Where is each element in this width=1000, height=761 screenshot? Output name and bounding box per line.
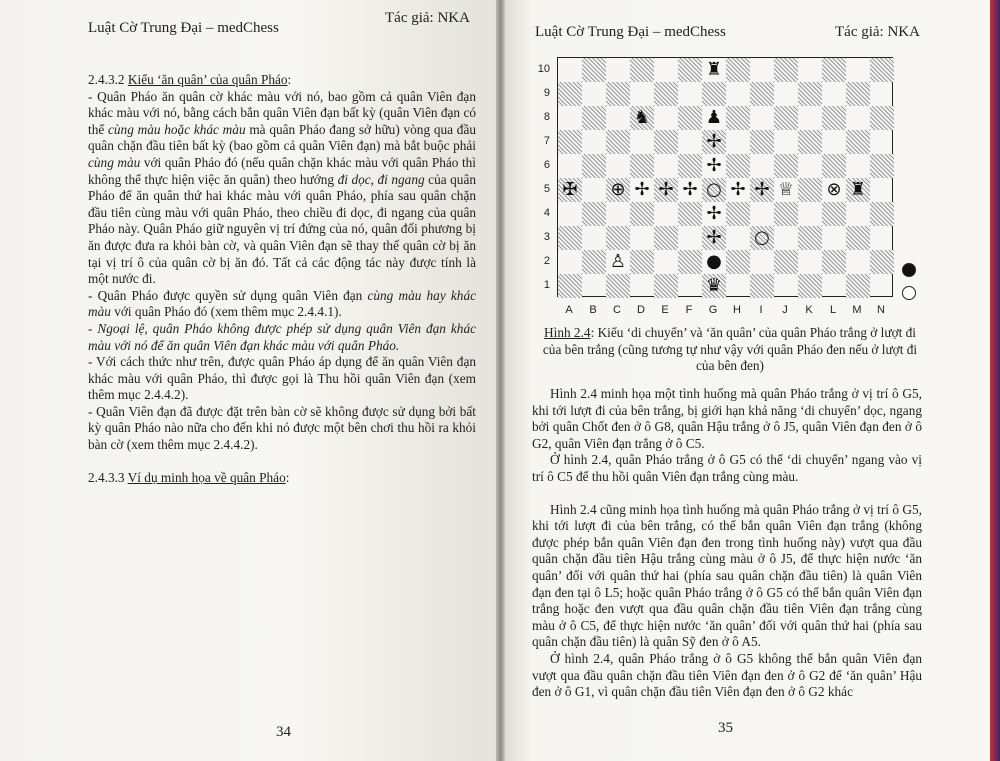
file-label-k: K bbox=[805, 304, 813, 316]
square-m2 bbox=[846, 250, 870, 274]
left-body bbox=[88, 72, 476, 486]
left-header-title: Luật Cờ Trung Đại – medChess bbox=[88, 20, 279, 36]
square-c1 bbox=[606, 274, 630, 298]
square-a2 bbox=[558, 250, 582, 274]
white-queen-j5: ♕ bbox=[777, 179, 795, 200]
square-b2 bbox=[582, 250, 606, 274]
file-label-l: L bbox=[829, 304, 837, 316]
square-e8 bbox=[654, 106, 678, 130]
square-e10 bbox=[654, 58, 678, 82]
move-marker-g3: ✢ bbox=[706, 227, 722, 248]
square-k2 bbox=[798, 250, 822, 274]
square-f10 bbox=[678, 58, 702, 82]
left-header-author: Tác giả: NKA bbox=[385, 10, 470, 26]
subsection-number: 2.4.3.3 bbox=[88, 469, 125, 485]
black-advisor-a5: ✠ bbox=[562, 179, 578, 200]
right-paragraph-1: Hình 2.4 minh họa một tình huống mà quân Pháo trắng ở vị trí ô G5, khi tới lượt đi của bên trắng, bị giới hạn khả năng ‘di chuyển’ dọc, ngang bởi quân Chốt đen ở ô G8, quân Hậu trắng ở ô J5, quân Viên đạn đen ở ô G2, quân Viên đạn trắng ở ô C5. bbox=[532, 386, 922, 451]
square-k1 bbox=[798, 274, 822, 298]
square-k8 bbox=[798, 106, 822, 130]
square-b7 bbox=[582, 130, 606, 154]
caption-text: : Kiểu ‘di chuyển’ và ‘ăn quân’ của quân Pháo trắng ở lượt đi của bên trắng (cũng tương tự như vậy với quân Pháo đen nếu ở lượt đi của bên đen) bbox=[542, 325, 918, 374]
file-label-h: H bbox=[733, 304, 741, 316]
square-b8 bbox=[582, 106, 606, 130]
paragraph-2 bbox=[88, 288, 476, 321]
subsection-colon: : bbox=[285, 469, 290, 485]
square-c9 bbox=[606, 82, 630, 106]
square-c10 bbox=[606, 58, 630, 82]
square-f6 bbox=[678, 154, 702, 178]
rank-label-4: 4 bbox=[543, 207, 550, 219]
square-m4 bbox=[846, 202, 870, 226]
square-m6 bbox=[846, 154, 870, 178]
square-g9 bbox=[702, 82, 726, 106]
square-b1 bbox=[582, 274, 606, 298]
square-f1 bbox=[678, 274, 702, 298]
move-marker-h5: ✢ bbox=[730, 179, 746, 200]
file-label-a: A bbox=[565, 304, 573, 316]
square-h1 bbox=[726, 274, 750, 298]
square-i9 bbox=[750, 82, 774, 106]
square-j4 bbox=[774, 202, 798, 226]
move-marker-f5: ✢ bbox=[682, 179, 698, 200]
square-k9 bbox=[798, 82, 822, 106]
right-paragraph-3: Hình 2.4 cũng minh họa tình huống mà quân Pháo trắng ở vị trí ô G5, khi tới lượt đi của bên trắng, có thể bắn quân Viên đạn trắng (không được phép bắn quân Viên đạn đen trong tình huống này) vượt qua đầu quân chặn đầu tiên Hậu trắng cùng màu ở ô J5, để thực hiện nước ‘ăn quân’ đối với quân thứ hai (phía sau quân chặn đầu tiên) là quân Viên đạn đen tại ô L5; hoặc quân Pháo trắng ở ô G5 có thể bắn quân Viên đạn trắng hoặc đen vượt qua đầu quân chặn đầu tiên Viên đạn trắng cùng màu ở ô C5, để thực hiện nước ‘ăn quân’ đối với quân thứ hai (phía sau quân chặn đầu tiên) là quân Sỹ đen ở ô A5. bbox=[532, 501, 922, 650]
square-b9 bbox=[582, 82, 606, 106]
square-a10 bbox=[558, 58, 582, 82]
square-j3 bbox=[774, 226, 798, 250]
paragraph-3 bbox=[88, 321, 476, 354]
left-page-number: 34 bbox=[276, 724, 291, 740]
square-e2 bbox=[654, 250, 678, 274]
square-h7 bbox=[726, 130, 750, 154]
square-i8 bbox=[750, 106, 774, 130]
square-c3 bbox=[606, 226, 630, 250]
paragraph-5: - Quân Viên đạn đã được đặt trên bàn cờ sẽ không được sử dụng bởi bất kỳ quân Pháo nào nữa cho đến khi nó được một bên chơi thu hồi ra khỏi bàn cờ (xem thêm mục 2.4.4.2). bbox=[88, 403, 476, 453]
square-d7 bbox=[630, 130, 654, 154]
square-h6 bbox=[726, 154, 750, 178]
square-n3 bbox=[870, 226, 894, 250]
square-e1 bbox=[654, 274, 678, 298]
caption-label: Hình 2.4 bbox=[544, 325, 591, 340]
square-j7 bbox=[774, 130, 798, 154]
section-colon: : bbox=[287, 72, 292, 87]
page-edge bbox=[990, 0, 1000, 761]
square-d6 bbox=[630, 154, 654, 178]
square-k4 bbox=[798, 202, 822, 226]
square-f2 bbox=[678, 250, 702, 274]
paragraph-1 bbox=[88, 89, 476, 288]
square-l1 bbox=[822, 274, 846, 298]
square-k3 bbox=[798, 226, 822, 250]
square-m9 bbox=[846, 82, 870, 106]
square-f9 bbox=[678, 82, 702, 106]
square-n2 bbox=[870, 250, 894, 274]
square-d1 bbox=[630, 274, 654, 298]
square-e3 bbox=[654, 226, 678, 250]
square-n6 bbox=[870, 154, 894, 178]
black-turn-indicator bbox=[902, 263, 916, 277]
p1-part-b: cùng màu hoặc khác màu bbox=[108, 121, 246, 137]
square-h2 bbox=[726, 250, 750, 274]
file-label-f: F bbox=[685, 304, 693, 316]
black-knight-d8: ♞ bbox=[633, 107, 651, 128]
square-n8 bbox=[870, 106, 894, 130]
square-e7 bbox=[654, 130, 678, 154]
p2-part-a: - Quân Pháo được quyền sử dụng quân Viên đạn bbox=[88, 287, 368, 303]
move-marker-g7: ✢ bbox=[706, 131, 722, 152]
square-n9 bbox=[870, 82, 894, 106]
rank-label-8: 8 bbox=[543, 111, 550, 123]
p2-part-c: với quân Pháo đó (xem thêm mục 2.4.4.1). bbox=[110, 304, 342, 320]
file-label-d: D bbox=[637, 304, 645, 316]
black-bullet-g2: ● bbox=[706, 251, 722, 272]
square-k7 bbox=[798, 130, 822, 154]
section-number: 2.4.3.2 bbox=[88, 72, 125, 87]
file-label-c: C bbox=[613, 304, 621, 316]
square-l2 bbox=[822, 250, 846, 274]
rank-label-5: 5 bbox=[543, 183, 550, 195]
square-n10 bbox=[870, 58, 894, 82]
square-i7 bbox=[750, 130, 774, 154]
square-l4 bbox=[822, 202, 846, 226]
right-paragraph-2: Ở hình 2.4, quân Pháo trắng ở ô G5 có thể ‘di chuyển’ ngang vào vị trí ô C5 để thu hồi quân Viên đạn trắng cùng màu. bbox=[532, 452, 922, 484]
square-f3 bbox=[678, 226, 702, 250]
p1-part-g: của quân Pháo để ăn quân thứ hai khác màu với quân Pháo, phía sau quân chặn đầu tiên cùng màu với quân Pháo, theo chiều đi dọc, đi ngang của quân Pháo này. Quân Pháo giữ nguyên vị trí đứng của nó, quân đối phương bị ăn được đưa ra khỏi bàn cờ, và quân Viên đạn sẽ thay thế quân cờ bị ăn tại vị trí ô của quân cờ bị ăn đó. Tất cả các động tác này được tính là một nước đi. bbox=[88, 171, 476, 287]
subsection-title: Ví dụ minh họa về quân Pháo bbox=[127, 469, 286, 485]
rank-label-1: 1 bbox=[543, 279, 550, 291]
square-c4 bbox=[606, 202, 630, 226]
square-d9 bbox=[630, 82, 654, 106]
file-label-n: N bbox=[877, 304, 885, 316]
square-i6 bbox=[750, 154, 774, 178]
right-body bbox=[532, 386, 922, 701]
square-h4 bbox=[726, 202, 750, 226]
square-j2 bbox=[774, 250, 798, 274]
square-h10 bbox=[726, 58, 750, 82]
square-i2 bbox=[750, 250, 774, 274]
square-a8 bbox=[558, 106, 582, 130]
square-b5 bbox=[582, 178, 606, 202]
white-pawn-c2: ♙ bbox=[609, 251, 627, 272]
rank-label-2: 2 bbox=[543, 255, 550, 267]
right-header-title: Luật Cờ Trung Đại – medChess bbox=[535, 24, 726, 40]
square-l7 bbox=[822, 130, 846, 154]
square-n7 bbox=[870, 130, 894, 154]
square-a4 bbox=[558, 202, 582, 226]
square-l9 bbox=[822, 82, 846, 106]
move-marker-g4: ✢ bbox=[706, 203, 722, 224]
black-queen-g1: ♛ bbox=[705, 275, 723, 296]
chess-board bbox=[557, 57, 893, 297]
square-m7 bbox=[846, 130, 870, 154]
p1-part-e: với quân Pháo đó (nếu quân chặn khác màu với quân Pháo thì không thể thực hiện việc ăn quân) theo hướng bbox=[88, 154, 477, 187]
square-i4 bbox=[750, 202, 774, 226]
square-m1 bbox=[846, 274, 870, 298]
p1-part-c: mà quân Pháo đang sở hữu) vòng qua đầu quân chặn đầu tiên bất kỳ (bao gồm cả quân Viên đạn) mà bắt buộc phải bbox=[88, 121, 476, 154]
square-k5 bbox=[798, 178, 822, 202]
square-m10 bbox=[846, 58, 870, 82]
square-n1 bbox=[870, 274, 894, 298]
file-label-i: I bbox=[759, 304, 763, 316]
square-b4 bbox=[582, 202, 606, 226]
figure-caption bbox=[535, 325, 925, 375]
file-label-m: M bbox=[852, 304, 862, 316]
square-d3 bbox=[630, 226, 654, 250]
section-heading bbox=[88, 72, 476, 89]
square-j1 bbox=[774, 274, 798, 298]
black-pawn-g8: ♟ bbox=[705, 107, 723, 128]
subsection-heading bbox=[88, 470, 476, 487]
file-label-j: J bbox=[782, 304, 788, 316]
move-marker-i5: ✢ bbox=[754, 179, 770, 200]
square-h9 bbox=[726, 82, 750, 106]
rank-label-3: 3 bbox=[543, 231, 550, 243]
square-l6 bbox=[822, 154, 846, 178]
square-a7 bbox=[558, 130, 582, 154]
square-a1 bbox=[558, 274, 582, 298]
file-label-b: B bbox=[589, 304, 597, 316]
file-label-g: G bbox=[708, 304, 718, 316]
square-a3 bbox=[558, 226, 582, 250]
square-i10 bbox=[750, 58, 774, 82]
square-d2 bbox=[630, 250, 654, 274]
section-title: Kiểu ‘ăn quân’ của quân Pháo bbox=[127, 72, 288, 87]
p3-text: - Ngoại lệ, quân Pháo không được phép sử dụng quân Viên đạn khác màu với nó để ăn quân Viên đạn khác màu với quân Pháo. bbox=[88, 320, 476, 353]
square-k10 bbox=[798, 58, 822, 82]
square-f4 bbox=[678, 202, 702, 226]
right-header-author: Tác giả: NKA bbox=[835, 24, 920, 40]
rank-label-10: 10 bbox=[537, 63, 550, 75]
square-j8 bbox=[774, 106, 798, 130]
white-turn-indicator bbox=[902, 286, 916, 300]
square-c8 bbox=[606, 106, 630, 130]
square-l10 bbox=[822, 58, 846, 82]
black-rook-m5: ♜ bbox=[849, 179, 867, 200]
paragraph-4: - Với cách thức như trên, được quân Pháo áp dụng để ăn quân Viên đạn khác màu với quân Pháo, thì được gọi là Thu hồi quân Viên đạn (xem thêm mục 2.4.4.2). bbox=[88, 354, 476, 403]
square-h8 bbox=[726, 106, 750, 130]
file-label-e: E bbox=[661, 304, 669, 316]
square-j6 bbox=[774, 154, 798, 178]
square-j10 bbox=[774, 58, 798, 82]
square-l8 bbox=[822, 106, 846, 130]
square-l3 bbox=[822, 226, 846, 250]
square-a6 bbox=[558, 154, 582, 178]
p2-part-b: cùng màu hay khác màu bbox=[88, 287, 476, 320]
square-n5 bbox=[870, 178, 894, 202]
square-b3 bbox=[582, 226, 606, 250]
square-h3 bbox=[726, 226, 750, 250]
book-spine bbox=[496, 0, 505, 761]
black-bullet-l5: ⊗ bbox=[826, 179, 842, 200]
square-d4 bbox=[630, 202, 654, 226]
right-page-number: 35 bbox=[718, 720, 733, 736]
move-marker-e5: ✢ bbox=[658, 179, 674, 200]
white-bullet-c5: ⊕ bbox=[610, 179, 626, 200]
square-j9 bbox=[774, 82, 798, 106]
square-c6 bbox=[606, 154, 630, 178]
white-cannon-i3: ○ bbox=[754, 227, 770, 248]
square-b10 bbox=[582, 58, 606, 82]
p1-part-a: - Quân Pháo ăn quân cờ khác màu với nó, bao gồm cả quân Viên đạn khác màu với nó, bằng cách bắn quân Viên đạn bất kỳ (quân Viên đạn có thể bbox=[88, 88, 476, 137]
square-c7 bbox=[606, 130, 630, 154]
rank-label-6: 6 bbox=[543, 159, 550, 171]
move-marker-d5: ✢ bbox=[634, 179, 650, 200]
square-m3 bbox=[846, 226, 870, 250]
square-e6 bbox=[654, 154, 678, 178]
square-f7 bbox=[678, 130, 702, 154]
rank-label-9: 9 bbox=[543, 87, 550, 99]
move-marker-g6: ✢ bbox=[706, 155, 722, 176]
square-b6 bbox=[582, 154, 606, 178]
square-i1 bbox=[750, 274, 774, 298]
square-k6 bbox=[798, 154, 822, 178]
p1-part-f: đi dọc, đi ngang bbox=[337, 171, 425, 187]
square-d10 bbox=[630, 58, 654, 82]
black-rook-g10: ♜ bbox=[705, 59, 723, 80]
square-e4 bbox=[654, 202, 678, 226]
square-n4 bbox=[870, 202, 894, 226]
square-a9 bbox=[558, 82, 582, 106]
rank-label-7: 7 bbox=[543, 135, 550, 147]
p1-part-d: cùng màu bbox=[88, 154, 141, 170]
right-paragraph-4: Ở hình 2.4, quân Pháo trắng ở ô G5 không thể bắn quân Viên đạn vượt qua đầu quân chặn đầu tiên Viên đạn đen ở ô G2 để ‘ăn quân’ Hậu đen ở ô G1, vì quân chặn đầu tiên Viên đạn đen ở ô G2 khác bbox=[532, 650, 922, 700]
square-e9 bbox=[654, 82, 678, 106]
white-cannon-g5: ○ bbox=[706, 179, 722, 200]
square-m8 bbox=[846, 106, 870, 130]
square-f8 bbox=[678, 106, 702, 130]
